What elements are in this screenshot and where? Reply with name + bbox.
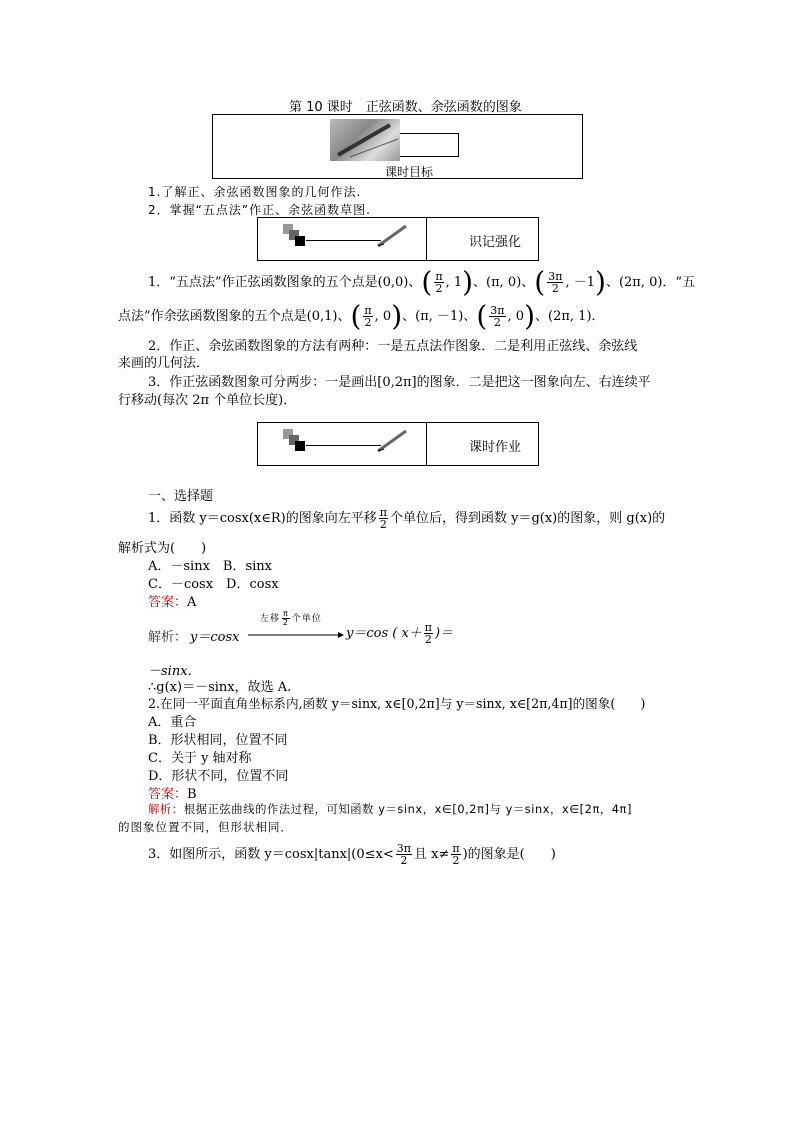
question-2-option: A．重合	[148, 715, 197, 730]
note-2-line-1: 2．作正、余弦函数图象的方法有两种：一是五点法作图象．二是利用正弦线、余弦线	[148, 339, 638, 354]
question-1-option: A．－sinx B．sinx	[148, 559, 273, 574]
question-1-solution: 解析： y＝cosx 左移 $\frac{\pi}{2}$ 个单位 y＝cos ( x＋ $\frac{\pi}{2}$ )＝	[148, 609, 454, 646]
note-1-line-2: 点法”作余弦函数图象的五个点是(0,1)、( $\frac{\pi}{2}$ , 0)、(π, －1)、( $\frac{3\pi}{2}$ , 0)、(2π, 1)．	[118, 299, 605, 333]
question-2-option: B．形状相同，位置不同	[148, 733, 288, 748]
section-box-homework	[257, 422, 539, 466]
header-banner	[212, 114, 583, 179]
section-box-memorize	[257, 217, 539, 261]
exercise-heading: 一、选择题	[148, 489, 214, 504]
question-1-solution-line-2: －sinx．	[148, 664, 201, 679]
question-2-solution: 解析：根据正弦曲线的作法过程，可知函数 y＝sinx，x∈[0,2π]与 y＝sinx，x∈[2π，4π]	[148, 803, 632, 816]
pen-icon	[330, 119, 400, 161]
section-label: 课时作业	[469, 440, 522, 455]
question-2-option: D．形状不同，位置不同	[148, 769, 289, 784]
question-2-solution-line-2: 的图象位置不同，但形状相同．	[118, 820, 293, 834]
question-1-answer: 答案：A	[148, 595, 197, 610]
question-2: 2.在同一平面直角坐标系内,函数 y＝sinx, x∈[0,2π]与 y＝sinx, x∈[2π,4π]的图象( )	[148, 696, 646, 711]
question-1-line-1: 1．函数 y＝cosx(x∈R)的图象向左平移 $\frac{\pi}{2}$ 个单位后，得到函数 y＝g(x)的图象，则 g(x)的	[148, 506, 666, 531]
section-label: 识记强化	[469, 235, 522, 250]
pen-icon	[376, 222, 410, 250]
arrow-label: 左移 $\frac{\pi}{2}$ 个单位	[260, 609, 322, 627]
page-title: 第 10 课时 正弦函数、余弦函数的图象	[289, 100, 522, 115]
question-2-answer: 答案：B	[148, 787, 197, 802]
banner-tab	[400, 133, 459, 157]
note-2-line-2: 来画的几何法．	[118, 356, 210, 371]
right-arrow-icon	[248, 630, 344, 640]
note-3-line-2: 行移动(每次 2π 个单位长度)．	[118, 393, 297, 408]
note-1-line-1: 1．“五点法”作正弦函数图象的五个点是(0,0)、( $\frac{\pi}{2}$ , 1)、(π, 0)、( $\frac{3\pi}{2}$ , －1)、(2π, 0)．“五	[148, 265, 696, 299]
question-1-option: C．－cosx D．cosx	[148, 577, 279, 592]
question-3: 3．如图所示，函数 y＝cosx|tanx|(0≤x< $\frac{3\pi}{2}$ 且 x≠ $\frac{\pi}{2}$ )的图象是( )	[148, 842, 556, 867]
goal-item: 1.了解正、余弦函数图象的几何作法.	[148, 185, 362, 199]
pen-illustration-icon	[330, 119, 400, 161]
goal-item: 2．掌握“五点法”作正、余弦函数草图.	[148, 203, 371, 217]
pen-icon	[376, 427, 410, 455]
question-1-line-2: 解析式为( )	[118, 541, 207, 556]
question-1-solution-line-3: ∴g(x)＝－sinx，故选 A.	[148, 680, 292, 695]
goal-label: 课时目标	[385, 165, 434, 179]
question-2-option: C．关于 y 轴对称	[148, 751, 252, 766]
note-3-line-1: 3．作正弦函数图象可分两步：一是画出[0,2π]的图象．二是把这一图象向左、右连续平	[148, 375, 651, 390]
